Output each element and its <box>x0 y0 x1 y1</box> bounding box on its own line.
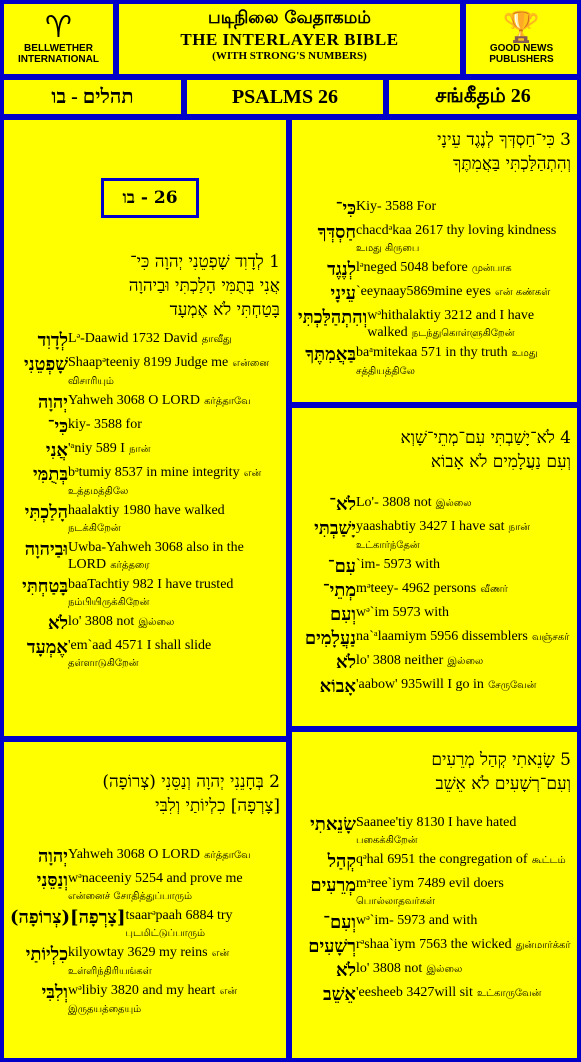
verse-line: וְעִם־רְשָׁעִים לֹא אֵשֵׁב <box>435 774 571 794</box>
word-entry <box>4 870 286 905</box>
english-gloss: 'eesheeb 3427will sit <box>356 985 473 1000</box>
tamil-gloss: உமது சத்தியத்திலே <box>356 348 538 377</box>
hebrew-word: לְדָוִד <box>37 330 68 351</box>
english-gloss: lo' 3808 not <box>68 614 135 629</box>
word-entry <box>292 875 577 910</box>
word-entry <box>4 464 286 500</box>
word-entry <box>292 222 577 257</box>
english-gloss: Lᵊ-Daawid 1732 David <box>68 331 198 346</box>
tamil-gloss: உமது கிருபை <box>356 243 420 254</box>
gloss <box>356 912 571 934</box>
tamil-gloss: இல்லை <box>447 656 484 667</box>
gloss <box>356 604 571 626</box>
gloss <box>356 936 571 958</box>
verse-text <box>292 426 577 474</box>
gloss <box>356 851 571 873</box>
hebrew-word: אֵשֵׁב <box>323 984 356 1005</box>
gloss <box>356 814 571 849</box>
word-entry <box>292 936 577 958</box>
verse-line: וְעִם נַעֲלָמִים לֹא אָבוֹא <box>430 452 571 472</box>
word-entry <box>292 628 577 650</box>
hebrew-word: יְהוָה <box>37 392 68 413</box>
tamil-gloss: இல்லை <box>138 617 175 628</box>
english-gloss: lᵊneged 5048 before <box>356 260 468 275</box>
hebrew-word: בָּטַחְתִּי <box>22 576 68 597</box>
english-gloss: haalaktiy 1980 have walked <box>68 503 225 518</box>
hebrew-word: כִלְיוֹתַי <box>25 944 68 965</box>
good-news-logo-text: GOOD NEWS PUBLISHERS <box>489 43 554 65</box>
tamil-gloss: கர்த்தாவே <box>204 396 251 407</box>
gloss <box>68 330 280 352</box>
hebrew-word: בְּתֻמִּי <box>32 464 68 485</box>
tamil-gloss: கர்த்தரை <box>110 560 150 571</box>
english-gloss: wᵊ`im- 5973 and with <box>356 913 478 928</box>
hebrew-word: וְעִם־ <box>323 912 356 933</box>
bellwether-logo <box>2 2 115 76</box>
hebrew-word: עֵינָי <box>330 283 356 304</box>
english-gloss: Lo'- 3808 not <box>356 495 432 510</box>
gloss <box>356 344 571 380</box>
tamil-gloss: இல்லை <box>435 498 472 509</box>
word-list <box>292 494 577 698</box>
tamil-gloss: கர்த்தாவே <box>204 850 251 861</box>
hebrew-word: וְנַסֵּנִי <box>36 870 68 891</box>
hebrew-word: שָׁפְטֵנִי <box>24 354 68 375</box>
gloss <box>356 960 571 982</box>
verse-line: 1 לְדָוִד שָׁפְטֵנִי יְהוָה כִּי־ <box>130 252 280 272</box>
word-entry <box>4 907 286 942</box>
english-gloss: Uwba-Yahweh 3068 also in the LORD <box>68 540 244 572</box>
english-gloss: `im- 5973 with <box>356 557 440 572</box>
english-gloss: Yahweh 3068 O LORD <box>68 393 200 408</box>
torch-icon: 🏆 <box>502 10 541 45</box>
word-list <box>4 330 286 672</box>
hebrew-word: בַּאֲמִתֶּךָ <box>305 344 356 365</box>
hebrew-word: נַעֲלָמִים <box>304 628 356 649</box>
gloss <box>68 502 280 537</box>
verse-text <box>292 748 577 796</box>
gloss <box>356 494 571 516</box>
english-gloss: wᵊhithalaktiy 3212 and I have walked <box>367 308 535 340</box>
gloss <box>356 875 571 910</box>
english-gloss: wᵊ`im 5973 with <box>356 605 450 620</box>
verse-line: [צָרְפָה] כִלְיוֹתַי וְלִבִּי <box>155 796 280 816</box>
word-entry <box>4 539 286 574</box>
gloss <box>68 354 280 390</box>
english-gloss: lo' 3808 neither <box>356 653 444 668</box>
verse-line: 4 לֹא־יָשַׁבְתִּי עִם־מְתֵי־שָׁוְא <box>400 428 571 448</box>
gloss <box>68 416 280 438</box>
hebrew-word: וְלִבִּי <box>41 982 68 1003</box>
hebrew-word: חַסְדְּךָ <box>317 222 356 243</box>
tamil-gloss: துன்மார்க்கர் <box>515 940 571 951</box>
english-gloss: kiy- 3588 for <box>68 417 142 432</box>
hebrew-word: אֲנִי <box>45 440 68 461</box>
gloss <box>68 982 280 1018</box>
gloss <box>68 613 280 635</box>
word-entry <box>292 556 577 578</box>
word-list <box>292 814 577 1006</box>
gloss <box>68 392 280 414</box>
gloss <box>356 283 571 305</box>
tamil-gloss: கூட்டம் <box>531 855 566 866</box>
verse-panel-3 <box>290 118 579 404</box>
english-gloss: tsaarᵊpaah 6884 try <box>125 908 233 923</box>
word-entry <box>292 604 577 626</box>
word-entry <box>4 576 286 611</box>
gloss <box>356 652 571 674</box>
title-tamil: படிநிலை வேதாகமம் <box>208 8 371 28</box>
english-gloss: Yahweh 3068 O LORD <box>68 847 200 862</box>
section-tamil-label: சங்கீதம் 26 <box>435 84 531 107</box>
tamil-gloss: என் இருதயத்தையும் <box>68 986 238 1015</box>
gloss <box>68 440 280 462</box>
hebrew-word: יְהוָה <box>37 846 68 867</box>
tamil-gloss: நடந்துகொள்ளுகிறேன் <box>411 328 515 339</box>
gloss <box>68 870 280 905</box>
word-entry <box>292 307 577 342</box>
verse-panel-1 <box>2 118 288 738</box>
hebrew-word: כִּי־ <box>47 416 68 437</box>
english-gloss: wᵊnaceeniy 5254 and prove me <box>68 871 243 886</box>
tamil-gloss: புடமிட்டுப்பாரும் <box>125 928 206 939</box>
word-entry <box>4 330 286 352</box>
word-entry <box>4 440 286 462</box>
word-entry <box>4 392 286 414</box>
english-gloss: yaashabtiy 3427 I have sat <box>356 519 505 534</box>
gloss <box>356 222 571 257</box>
english-gloss: mᵊteey- 4962 persons <box>356 581 477 596</box>
word-entry <box>4 416 286 438</box>
tamil-gloss: என் உள்ளிந்திரியங்கள் <box>68 948 230 977</box>
gloss <box>126 907 280 942</box>
word-entry <box>292 676 577 698</box>
tamil-gloss: என்னை விசாரியும் <box>68 358 270 387</box>
gloss <box>356 518 571 554</box>
gloss <box>68 637 280 672</box>
section-hebrew-label: תהלים - בו <box>51 85 134 108</box>
hebrew-word: מְרֵעִים <box>310 875 356 896</box>
tamil-gloss: தாவீது <box>201 334 232 345</box>
word-entry <box>292 960 577 982</box>
tamil-gloss: என் கண்கள் <box>495 287 551 298</box>
verse-line: 5 שָׂנֵאתִי קְהַל מְרֵעִים <box>431 750 571 770</box>
english-gloss: kilyowtay 3629 my reins <box>68 945 208 960</box>
gloss <box>356 556 571 578</box>
english-gloss: wᵊlibiy 3820 and my heart <box>68 983 216 998</box>
tamil-gloss: தள்ளாடுகிறேன் <box>68 658 139 669</box>
title-subtitle: (WITH STRONG'S NUMBERS) <box>212 50 367 62</box>
tamil-gloss: சேருவேன் <box>488 680 537 691</box>
english-gloss: 'ᵃniy 589 I <box>68 441 125 456</box>
verse-line: 2 בְּחָנֵנִי יְהוָה וְנַסֵּנִי (צְרוֹפָה) <box>102 772 280 792</box>
hebrew-word: קְהַל <box>327 851 356 872</box>
chapter-reference-label: 26 - בו <box>122 188 178 208</box>
english-gloss: Shaapᵊteeniy 8199 Judge me <box>68 355 229 370</box>
word-entry <box>292 283 577 305</box>
verse-panel-5 <box>290 730 579 1060</box>
hebrew-word: עִם־ <box>327 556 356 577</box>
tamil-gloss: உட்காருவேன் <box>476 988 542 999</box>
english-gloss: qᵊhal 6951 the congregation of <box>356 852 528 867</box>
english-gloss: baᵃmitekaa 571 in thy truth <box>356 345 508 360</box>
word-entry <box>4 354 286 390</box>
english-gloss: bᵊtumiy 8537 in mine integrity <box>68 465 240 480</box>
english-gloss: mᵊree`iym 7489 evil doers <box>356 876 504 891</box>
gloss <box>356 676 571 698</box>
word-list <box>4 846 286 1018</box>
hebrew-word: אָבוֹא <box>319 676 356 697</box>
word-entry <box>4 613 286 635</box>
chapter-reference <box>101 178 199 218</box>
word-entry <box>292 259 577 281</box>
tamil-gloss: வஞ்சகர் <box>531 632 570 643</box>
word-entry <box>4 637 286 672</box>
verse-line: בָּטַחְתִּי לֹא אֶמְעָד <box>169 300 280 320</box>
english-gloss: na`ᵃlaamiym 5956 dissemblers <box>356 629 528 644</box>
english-gloss: baaTachtiy 982 I have trusted <box>68 577 234 592</box>
hebrew-word: יָשַׁבְתִּי <box>314 518 356 539</box>
gloss <box>367 307 571 342</box>
hebrew-word: וּבַיהוָה <box>24 539 68 560</box>
tamil-gloss: நம்பியிருக்கிறேன் <box>68 597 150 608</box>
verse-text <box>4 250 286 322</box>
good-news-logo <box>464 2 579 76</box>
gloss <box>356 984 571 1006</box>
hebrew-word: וְעִם <box>329 604 356 625</box>
hebrew-word: מְתֵי־ <box>322 580 356 601</box>
english-gloss: chacdᵊkaa 2617 thy loving kindness <box>356 223 557 238</box>
hebrew-word: לֹא <box>336 960 356 981</box>
word-entry <box>292 984 577 1006</box>
tamil-gloss: என் உத்தமத்திலே <box>68 468 262 497</box>
section-english-label: PSALMS 26 <box>231 85 339 108</box>
bellwether-logo-text: BELLWETHER INTERNATIONAL <box>18 43 99 65</box>
gloss <box>356 198 571 220</box>
word-entry <box>292 198 577 220</box>
english-gloss: Kiy- 3588 For <box>356 199 437 214</box>
english-gloss: 'aabow' 935will I go in <box>356 677 484 692</box>
word-entry <box>292 851 577 873</box>
hebrew-word: הָלַכְתִּי <box>24 502 68 523</box>
tamil-gloss: பொல்லாதவர்கள் <box>356 896 436 907</box>
hebrew-word: לֹא <box>336 652 356 673</box>
english-gloss: rᵊshaa`iym 7563 the wicked <box>356 937 512 952</box>
hebrew-word: לֹא־ <box>329 494 356 515</box>
word-entry <box>292 814 577 849</box>
word-entry <box>292 518 577 554</box>
section-tamil <box>387 78 579 116</box>
english-gloss: 'em`aad 4571 I shall slide <box>68 638 212 653</box>
tamil-gloss: நான் உட்கார்ந்தேன் <box>356 522 530 551</box>
hebrew-word: רְשָׁעִים <box>308 936 356 957</box>
gloss <box>68 539 280 574</box>
tamil-gloss: நான் <box>129 444 151 455</box>
word-entry <box>4 846 286 868</box>
tamil-gloss: இல்லை <box>426 964 463 975</box>
verse-line: 3 כִּי־חַסְדְּךָ לְנֶגֶד עֵינָי <box>437 130 571 150</box>
hebrew-word: לְנֶגֶד <box>327 259 356 280</box>
hebrew-word: כִּי־ <box>335 198 356 219</box>
word-entry <box>4 982 286 1018</box>
english-gloss: Saanee'tiy 8130 I have hated <box>356 815 517 830</box>
gloss <box>356 259 571 281</box>
english-gloss: lo' 3808 not <box>356 961 423 976</box>
tamil-gloss: என்னைச் சோதித்துப்பாரும் <box>68 891 193 902</box>
verse-text <box>292 128 577 176</box>
tamil-gloss: நடக்கிறேன் <box>68 523 121 534</box>
hebrew-word: שָׂנֵאתִי <box>310 814 356 835</box>
verse-line: אֲנִי בְּתֻמִּי הָלַכְתִּי וּבַיהוָה <box>128 276 280 296</box>
gloss <box>356 580 571 602</box>
word-entry <box>292 580 577 602</box>
english-gloss: `eeynaay5869mine eyes <box>356 284 491 299</box>
gloss <box>68 944 280 980</box>
title-english: THE INTERLAYER BIBLE <box>180 30 399 49</box>
word-entry <box>292 912 577 934</box>
gloss <box>68 464 280 500</box>
hebrew-word: וְהִתְהַלַּכְתִּי <box>298 307 368 328</box>
hebrew-word: לֹא <box>48 613 68 634</box>
tamil-gloss: வீணர் <box>480 584 508 595</box>
verse-panel-4 <box>290 406 579 728</box>
section-english <box>185 78 385 116</box>
word-entry <box>292 494 577 516</box>
gloss <box>68 576 280 611</box>
ram-icon: ♈ <box>45 10 72 45</box>
verse-text <box>4 770 286 818</box>
verse-panel-2 <box>2 740 288 1060</box>
gloss <box>356 628 571 650</box>
gloss <box>68 846 280 868</box>
word-entry <box>292 652 577 674</box>
hebrew-word: [צָרְפָה](צְרוֹפָה) <box>10 907 126 928</box>
tamil-gloss: முன்பாக <box>471 263 512 274</box>
verse-line: וְהִתְהַלַּכְתִּי בַּאֲמִתֶּךָ <box>453 154 571 174</box>
word-entry <box>292 344 577 380</box>
hebrew-word: אֶמְעָד <box>26 637 68 658</box>
word-entry <box>4 502 286 537</box>
word-list <box>292 198 577 380</box>
title-block <box>117 2 462 76</box>
section-hebrew <box>2 78 183 116</box>
tamil-gloss: பகைக்கிறேன் <box>356 835 418 846</box>
word-entry <box>4 944 286 980</box>
